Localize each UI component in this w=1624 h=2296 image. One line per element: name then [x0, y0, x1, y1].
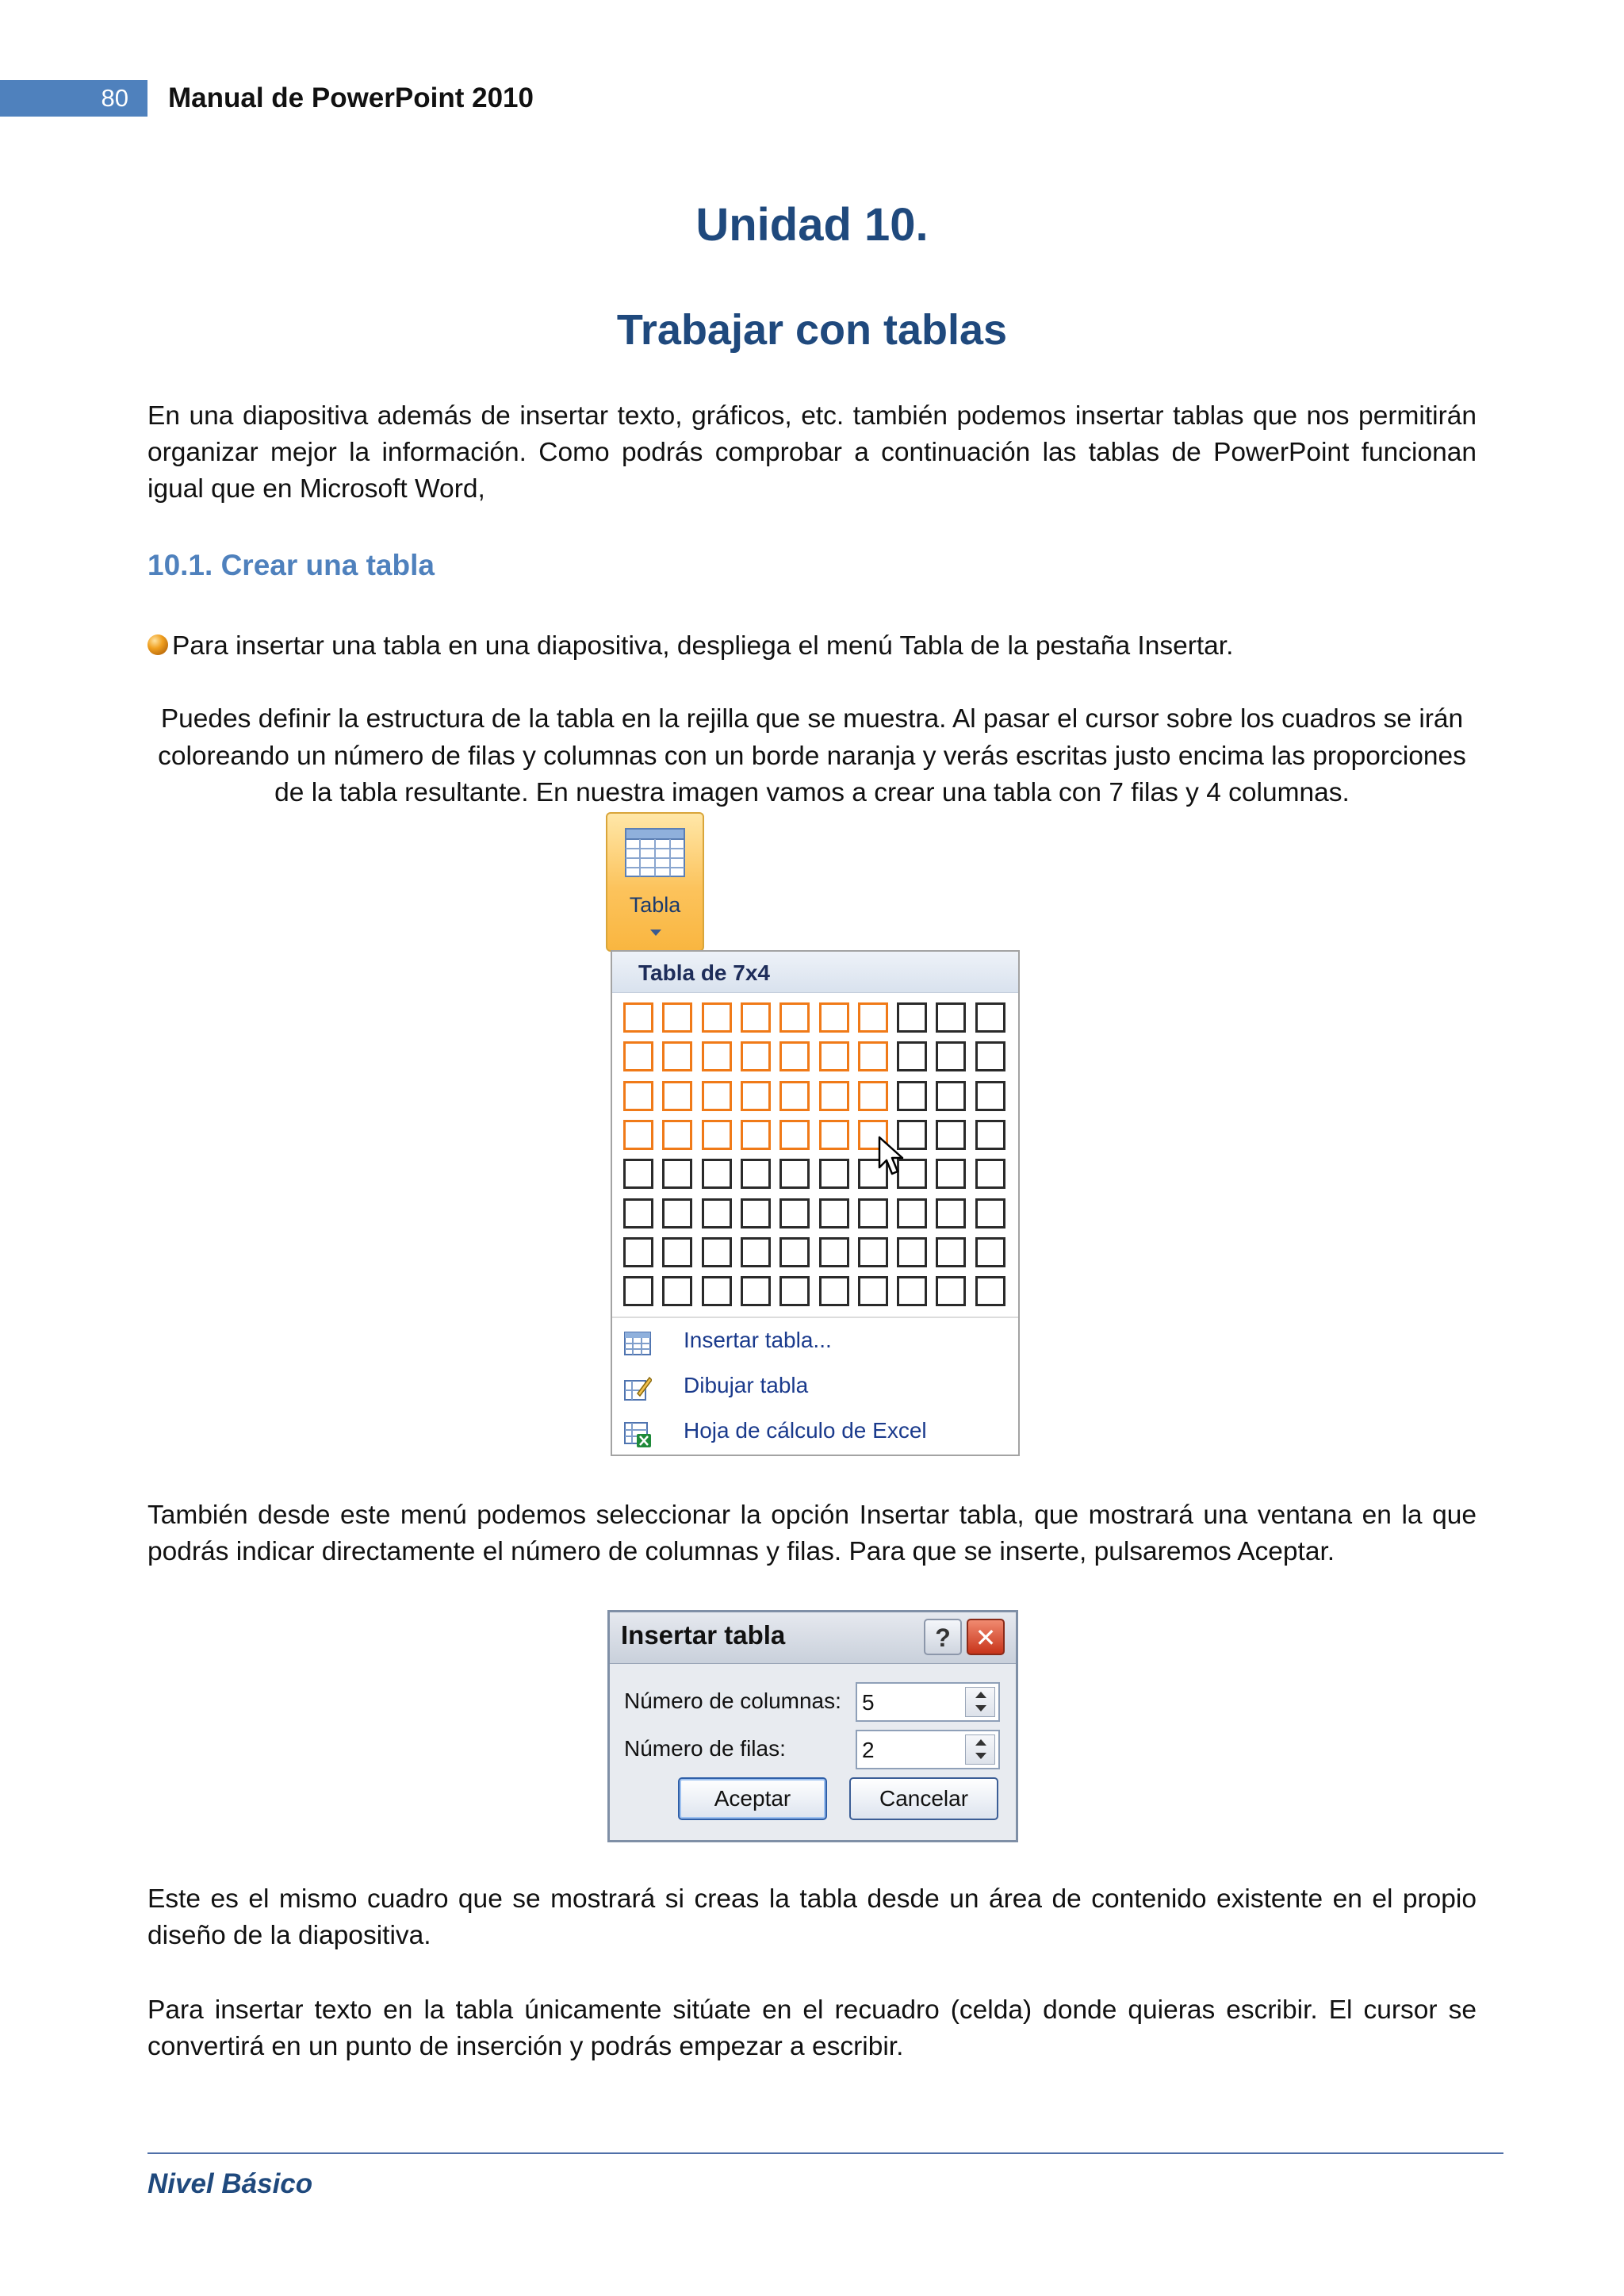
grid-cell[interactable] — [779, 1002, 810, 1033]
tabla-dropdown — [611, 950, 1020, 1456]
menu-separator — [612, 1317, 1018, 1318]
tabla-ribbon-button[interactable] — [606, 812, 704, 952]
grid-cell[interactable] — [936, 1002, 966, 1033]
grid-cell[interactable] — [741, 1159, 771, 1189]
same-box-paragraph: Este es el mismo cuadro que se mostrará si creas la tabla desde un área de contenido existente en el propio diseño de la diapositiva. — [147, 1884, 1477, 1950]
draw-table-icon — [623, 1374, 652, 1403]
menu-item-dibujar-tabla[interactable] — [612, 1366, 1018, 1411]
footer-level: Nivel Básico — [147, 2168, 313, 2199]
grid-cell[interactable] — [779, 1237, 810, 1267]
insert-text-paragraph: Para insertar texto en la tabla únicamente sitúate en el recuadro (celda) donde quieras escribir. El cursor se convertirá en un punto de inserción y podrás empezar a escribir. — [147, 1995, 1477, 2061]
grid-cell[interactable] — [819, 1081, 849, 1111]
grid-cell[interactable] — [897, 1237, 927, 1267]
running-title: Manual de PowerPoint 2010 — [168, 82, 534, 113]
grid-cell[interactable] — [702, 1081, 732, 1111]
menu-item-insertar-tabla[interactable] — [612, 1321, 1018, 1366]
grid-cell[interactable] — [741, 1198, 771, 1228]
grid-cell[interactable] — [779, 1081, 810, 1111]
grid-cell[interactable] — [623, 1276, 653, 1306]
grid-cell[interactable] — [702, 1237, 732, 1267]
dropdown-arrow-icon — [650, 930, 661, 936]
grid-cell[interactable] — [975, 1159, 1005, 1189]
grid-cell[interactable] — [897, 1041, 927, 1071]
spin-down-icon — [975, 1705, 986, 1711]
columns-spinner[interactable] — [965, 1687, 995, 1717]
grid-cell[interactable] — [897, 1002, 927, 1033]
columns-input[interactable] — [856, 1682, 1000, 1722]
grid-cell[interactable] — [702, 1159, 732, 1189]
grid-cell[interactable] — [936, 1198, 966, 1228]
bullet-paragraph — [147, 628, 1233, 665]
grid-cell[interactable] — [819, 1276, 849, 1306]
excel-sheet-icon — [623, 1420, 652, 1448]
grid-cell[interactable] — [623, 1198, 653, 1228]
spin-up-icon — [975, 1739, 986, 1746]
grid-cell[interactable] — [623, 1237, 653, 1267]
grid-cell[interactable] — [819, 1198, 849, 1228]
chapter-title: Trabajar con tablas — [616, 306, 1008, 354]
footer-rule — [147, 2152, 1503, 2154]
grid-cell[interactable] — [779, 1276, 810, 1306]
grid-cell[interactable] — [819, 1120, 849, 1150]
grid-cell[interactable] — [819, 1237, 849, 1267]
rows-input[interactable] — [856, 1730, 1000, 1769]
rows-value: 2 — [862, 1738, 875, 1762]
menu-item-label: Hoja de cálculo de Excel — [684, 1418, 927, 1443]
grid-cell[interactable] — [975, 1237, 1005, 1267]
grid-cell[interactable] — [741, 1041, 771, 1071]
grid-cell[interactable] — [858, 1041, 888, 1071]
accept-button[interactable]: Aceptar — [678, 1777, 827, 1820]
grid-cell[interactable] — [897, 1276, 927, 1306]
bullet-text: Para insertar una tabla en una diapositiva, despliega el menú Tabla de la pestaña Insertar. — [172, 631, 1234, 661]
grid-cell[interactable] — [662, 1041, 692, 1071]
grid-cell[interactable] — [975, 1198, 1005, 1228]
bullet-orb-icon — [147, 634, 168, 655]
grid-cell[interactable] — [975, 1002, 1005, 1033]
grid-cell[interactable] — [702, 1120, 732, 1150]
dialog-titlebar — [610, 1612, 1016, 1664]
grid-cell[interactable] — [702, 1002, 732, 1033]
grid-cell[interactable] — [623, 1002, 653, 1033]
dialog-title: Insertar tabla — [621, 1620, 786, 1650]
grid-cell[interactable] — [858, 1081, 888, 1111]
close-button[interactable]: ✕ — [967, 1619, 1005, 1655]
grid-explanation-paragraph: Puedes definir la estructura de la tabla en la rejilla que se muestra. Al pasar el cursor sobre los cuadros se irán coloreando un número de filas y columnas con un borde naranja y verás escritas justo encima las proporciones de la tabla resultante. En nuestra imagen vamos a crear una tabla con 7 filas y 4 columnas. — [158, 704, 1466, 807]
grid-cell[interactable] — [975, 1041, 1005, 1071]
grid-cell[interactable] — [975, 1120, 1005, 1150]
grid-cell[interactable] — [779, 1120, 810, 1150]
grid-cell[interactable] — [623, 1041, 653, 1071]
grid-cell[interactable] — [623, 1081, 653, 1111]
table-icon — [625, 828, 685, 877]
grid-cell[interactable] — [662, 1081, 692, 1111]
grid-cell[interactable] — [741, 1081, 771, 1111]
grid-cell[interactable] — [819, 1159, 849, 1189]
grid-cell[interactable] — [741, 1276, 771, 1306]
grid-cell[interactable] — [858, 1237, 888, 1267]
grid-cell[interactable] — [662, 1002, 692, 1033]
insert-option-paragraph: También desde este menú podemos seleccionar la opción Insertar tabla, que mostrará una ventana en la que podrás indicar directamente el número de columnas y filas. Para que se inserte, pulsaremos Aceptar. — [147, 1501, 1477, 1566]
columns-label: Número de columnas: — [624, 1688, 841, 1713]
intro-paragraph: En una diapositiva además de insertar texto, gráficos, etc. también podemos insertar tablas que nos permitirán organizar mejor la información. Como podrás comprobar a continuación las tablas de PowerPoint funcionan igual que en Microsoft Word, — [147, 401, 1477, 504]
grid-cell[interactable] — [741, 1237, 771, 1267]
grid-cell[interactable] — [702, 1198, 732, 1228]
grid-cell[interactable] — [936, 1276, 966, 1306]
cancel-button[interactable]: Cancelar — [849, 1777, 998, 1820]
grid-cell[interactable] — [623, 1159, 653, 1189]
menu-item-label: Insertar tabla... — [684, 1328, 832, 1352]
mouse-cursor-icon — [878, 1136, 905, 1177]
grid-cell[interactable] — [858, 1276, 888, 1306]
grid-cell[interactable] — [779, 1159, 810, 1189]
tabla-button-label: Tabla — [629, 893, 681, 917]
unit-title: Unidad 10. — [695, 199, 929, 251]
spin-down-icon — [975, 1753, 986, 1759]
grid-cell[interactable] — [741, 1120, 771, 1150]
page-number: 80 — [0, 80, 147, 117]
columns-value: 5 — [862, 1690, 875, 1715]
grid-cell[interactable] — [936, 1120, 966, 1150]
grid-cell[interactable] — [623, 1120, 653, 1150]
grid-cell[interactable] — [858, 1002, 888, 1033]
grid-cell[interactable] — [662, 1159, 692, 1189]
rows-spinner[interactable] — [965, 1734, 995, 1765]
grid-cell[interactable] — [897, 1081, 927, 1111]
grid-cell[interactable] — [936, 1041, 966, 1071]
menu-item-label: Dibujar tabla — [684, 1373, 809, 1397]
grid-cell[interactable] — [741, 1002, 771, 1033]
insert-table-icon — [623, 1329, 652, 1358]
grid-cell[interactable] — [702, 1276, 732, 1306]
grid-cell[interactable] — [975, 1276, 1005, 1306]
grid-cell[interactable] — [662, 1198, 692, 1228]
spin-up-icon — [975, 1692, 986, 1698]
grid-cell[interactable] — [819, 1002, 849, 1033]
grid-cell[interactable] — [975, 1081, 1005, 1111]
grid-size-header: Tabla de 7x4 — [612, 952, 1018, 993]
grid-cell[interactable] — [858, 1198, 888, 1228]
grid-cell[interactable] — [662, 1237, 692, 1267]
grid-cell[interactable] — [936, 1159, 966, 1189]
grid-cell[interactable] — [819, 1041, 849, 1071]
grid-cell[interactable] — [662, 1276, 692, 1306]
grid-cell[interactable] — [662, 1120, 692, 1150]
menu-item-hoja-excel[interactable] — [612, 1412, 1018, 1456]
grid-cell[interactable] — [702, 1041, 732, 1071]
grid-cell[interactable] — [936, 1237, 966, 1267]
grid-cell[interactable] — [897, 1198, 927, 1228]
insertar-tabla-dialog — [607, 1610, 1018, 1842]
rows-label: Número de filas: — [624, 1736, 786, 1761]
grid-cell[interactable] — [779, 1041, 810, 1071]
help-button[interactable]: ? — [924, 1619, 962, 1655]
grid-cell[interactable] — [936, 1081, 966, 1111]
grid-cell[interactable] — [779, 1198, 810, 1228]
section-heading: 10.1. Crear una tabla — [147, 549, 435, 581]
